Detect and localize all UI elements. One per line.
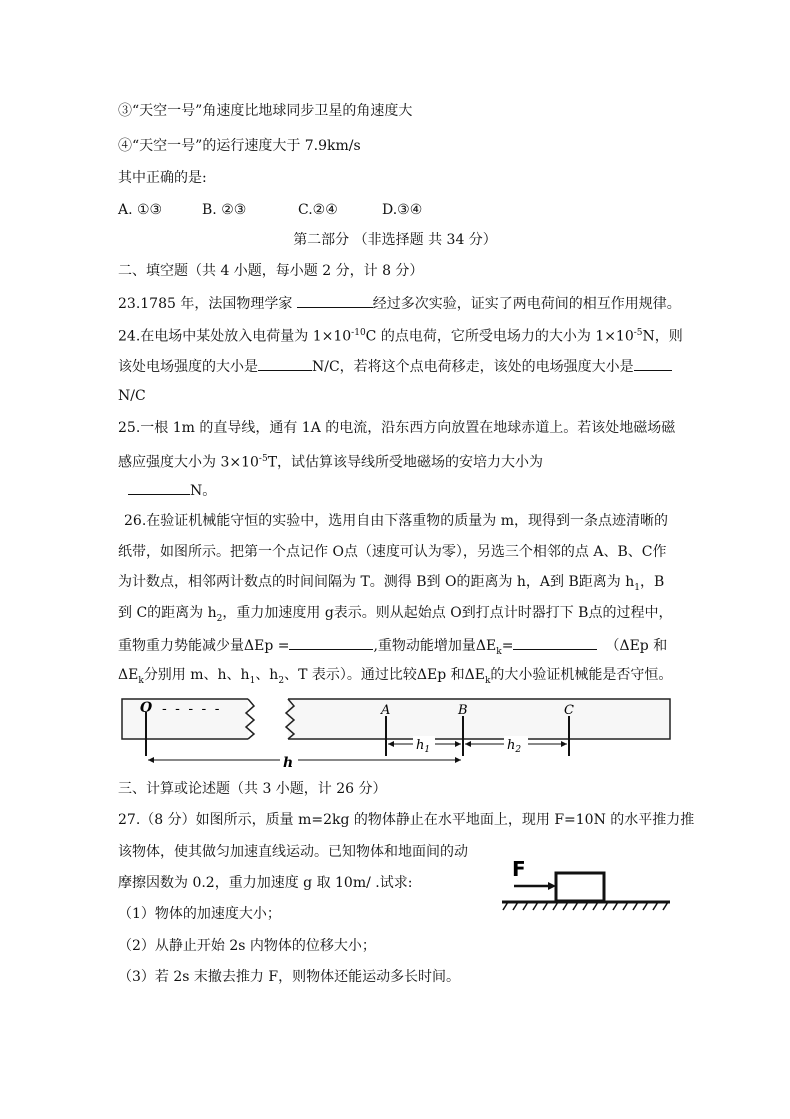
paper-tape-figure: [120, 694, 672, 770]
section-three-heading: 三、计算或论述题（共 3 小题，计 26 分）: [118, 781, 387, 797]
question-24-line-1: [118, 323, 683, 347]
q26-sub-2: 2: [278, 675, 285, 686]
h2-arrowhead-left: [465, 741, 471, 747]
h2-arrowhead-right: [561, 741, 567, 747]
question-stem-3: ③“天空一号”角速度比地球同步卫星的角速度大: [118, 103, 413, 119]
question-stem-4: ④“天空一号”的运行速度大于 7.9km/s: [118, 138, 361, 154]
option-d: D.③④: [382, 202, 423, 218]
h-arrowhead-left: [148, 757, 154, 763]
block: [556, 873, 604, 901]
q26-answer-blank-1[interactable]: [289, 634, 373, 650]
q24-text-d: 该处电场强度的大小是: [118, 359, 258, 375]
q24-text-b: C 的点电荷，它所受电场力的大小为 1×10: [365, 328, 634, 345]
question-26-line-3: [118, 572, 664, 598]
part-two-heading: 第二部分 （非选择题 共 34 分）: [293, 232, 497, 248]
q26-text-e: 重物重力势能减少量ΔEp =: [118, 638, 290, 654]
question-24-line-3: N/C: [118, 388, 146, 404]
q24-exponent-1: -10: [351, 328, 366, 338]
question-27-part-3: （3）若 2s 末撤去推力 F，则物体还能运动多长时间。: [118, 969, 461, 985]
label-force-f: F: [512, 857, 526, 881]
question-26-line-4: [118, 603, 672, 629]
option-c: C.②④: [298, 202, 338, 218]
q26-sub-1: 1: [249, 675, 256, 686]
label-b: B: [458, 703, 468, 718]
question-27-line-2: 该物体，使其做匀加速直线运动。已知物体和地面间的动: [118, 844, 468, 860]
question-27-line-3: 摩擦因数为 0.2，重力加速度 g 取 10m/ .试求:: [118, 875, 413, 891]
q25-answer-blank[interactable]: [128, 479, 190, 495]
label-h2: $h_2$: [507, 738, 522, 755]
question-25-line-3: [128, 479, 216, 501]
q26-sub-k: k: [496, 646, 502, 657]
q26-text-c2: ，B: [639, 574, 665, 590]
q24-answer-blank-1[interactable]: [258, 355, 312, 371]
option-b: B. ②③: [202, 202, 247, 218]
q24-text-e: N/C，若将这个点电荷移走，该处的电场强度大小是: [312, 359, 634, 375]
question-26-line-5: [118, 634, 667, 662]
h1-arrowhead-left: [388, 741, 394, 747]
q26-text-h3: 、h: [255, 667, 279, 683]
q24-exponent-2: -5: [633, 328, 643, 338]
q24-text-c: N，则: [642, 328, 683, 345]
label-a: A: [381, 703, 391, 718]
question-27-part-1: （1）物体的加速度大小；: [118, 906, 281, 922]
question-27-line-1: 27.（8 分）如图所示，质量 m=2kg 的物体静止在水平地面上，现用 F=10N 的水平推力推: [118, 812, 695, 828]
q26-sub-k3: k: [484, 675, 491, 686]
q25-text-d: N。: [190, 483, 217, 499]
question-25-line-1: 25.一根 1m 的直导线，通有 1A 的电流，沿东西方向放置在地球赤道上。若该处地磁场磁: [118, 420, 676, 436]
question-26-line-6: [118, 665, 672, 691]
q26-text-h2: 分别用 m、h、h: [143, 667, 250, 683]
question-23: [118, 292, 681, 314]
question-24-line-2: [118, 355, 672, 377]
q26-text-h5: 的大小验证机械能是否守恒。: [490, 667, 673, 683]
q26-sub-h1: 1: [634, 582, 640, 593]
q23-answer-blank[interactable]: [297, 292, 373, 308]
h1-arrowhead-right: [455, 741, 461, 747]
q26-text-f: ,重物动能增加量ΔE: [373, 638, 497, 654]
question-25-line-2: [118, 449, 543, 473]
q26-text-c: 为计数点，相邻两计数点的时间间隔为 T。测得 B到 O的距离为 h，A到 B距离为 h: [118, 574, 635, 590]
question-27-part-2: （2）从静止开始 2s 内物体的位移大小；: [118, 938, 376, 954]
label-c: C: [564, 703, 574, 718]
q26-text-h: ΔE: [118, 667, 139, 683]
q25-text-b: 感应强度大小为 3×10: [118, 454, 259, 471]
q24-answer-blank-2[interactable]: [634, 355, 672, 371]
q26-text-h4: 、T 表示）。通过比较ΔEp 和ΔE: [284, 667, 485, 683]
q25-text-c: T，试估算该导线所受地磁场的安培力大小为: [267, 454, 544, 471]
q24-text-a: 24.在电场中某处放入电荷量为 1×10: [118, 328, 352, 345]
block-force-figure: [500, 852, 672, 914]
correct-prompt: 其中正确的是:: [118, 170, 207, 186]
q23-text-a: 23.1785 年，法国物理学家: [118, 296, 297, 312]
q26-text-d2: ，重力加速度用 g表示。则从起始点 O到打点计时器打下 B点的过程中，: [222, 605, 673, 621]
question-26-line-1: 26.在验证机械能守恒的实验中，选用自由下落重物的质量为 m，现得到一条点迹清晰的: [124, 513, 668, 529]
q23-text-b: 经过多次实验，证实了两电荷间的相互作用规律。: [372, 296, 681, 312]
q26-text-d: 到 C的距离为 h: [118, 605, 217, 621]
tape-dots: - - - - -: [162, 701, 222, 717]
q26-sub-h2: 2: [216, 613, 223, 624]
option-a: A. ①③: [118, 202, 163, 218]
question-26-line-2: 纸带，如图所示。把第一个点记作 O点（速度可认为零），另选三个相邻的点 A、B、C作: [118, 544, 667, 560]
label-o: O: [140, 700, 153, 716]
q25-exponent: -5: [258, 454, 268, 464]
q26-answer-blank-2[interactable]: [513, 634, 597, 650]
label-h: h: [283, 755, 294, 770]
q26-sub-k2: k: [138, 675, 144, 686]
q26-text-g: （ΔEp 和: [605, 638, 668, 654]
q26-text-f2: =: [501, 638, 514, 654]
section-two-heading: 二、填空题（共 4 小题，每小题 2 分，计 8 分）: [118, 263, 424, 279]
options-row: [118, 200, 422, 220]
label-h1: $h_1$: [416, 738, 431, 755]
h-arrowhead-right: [455, 757, 461, 763]
